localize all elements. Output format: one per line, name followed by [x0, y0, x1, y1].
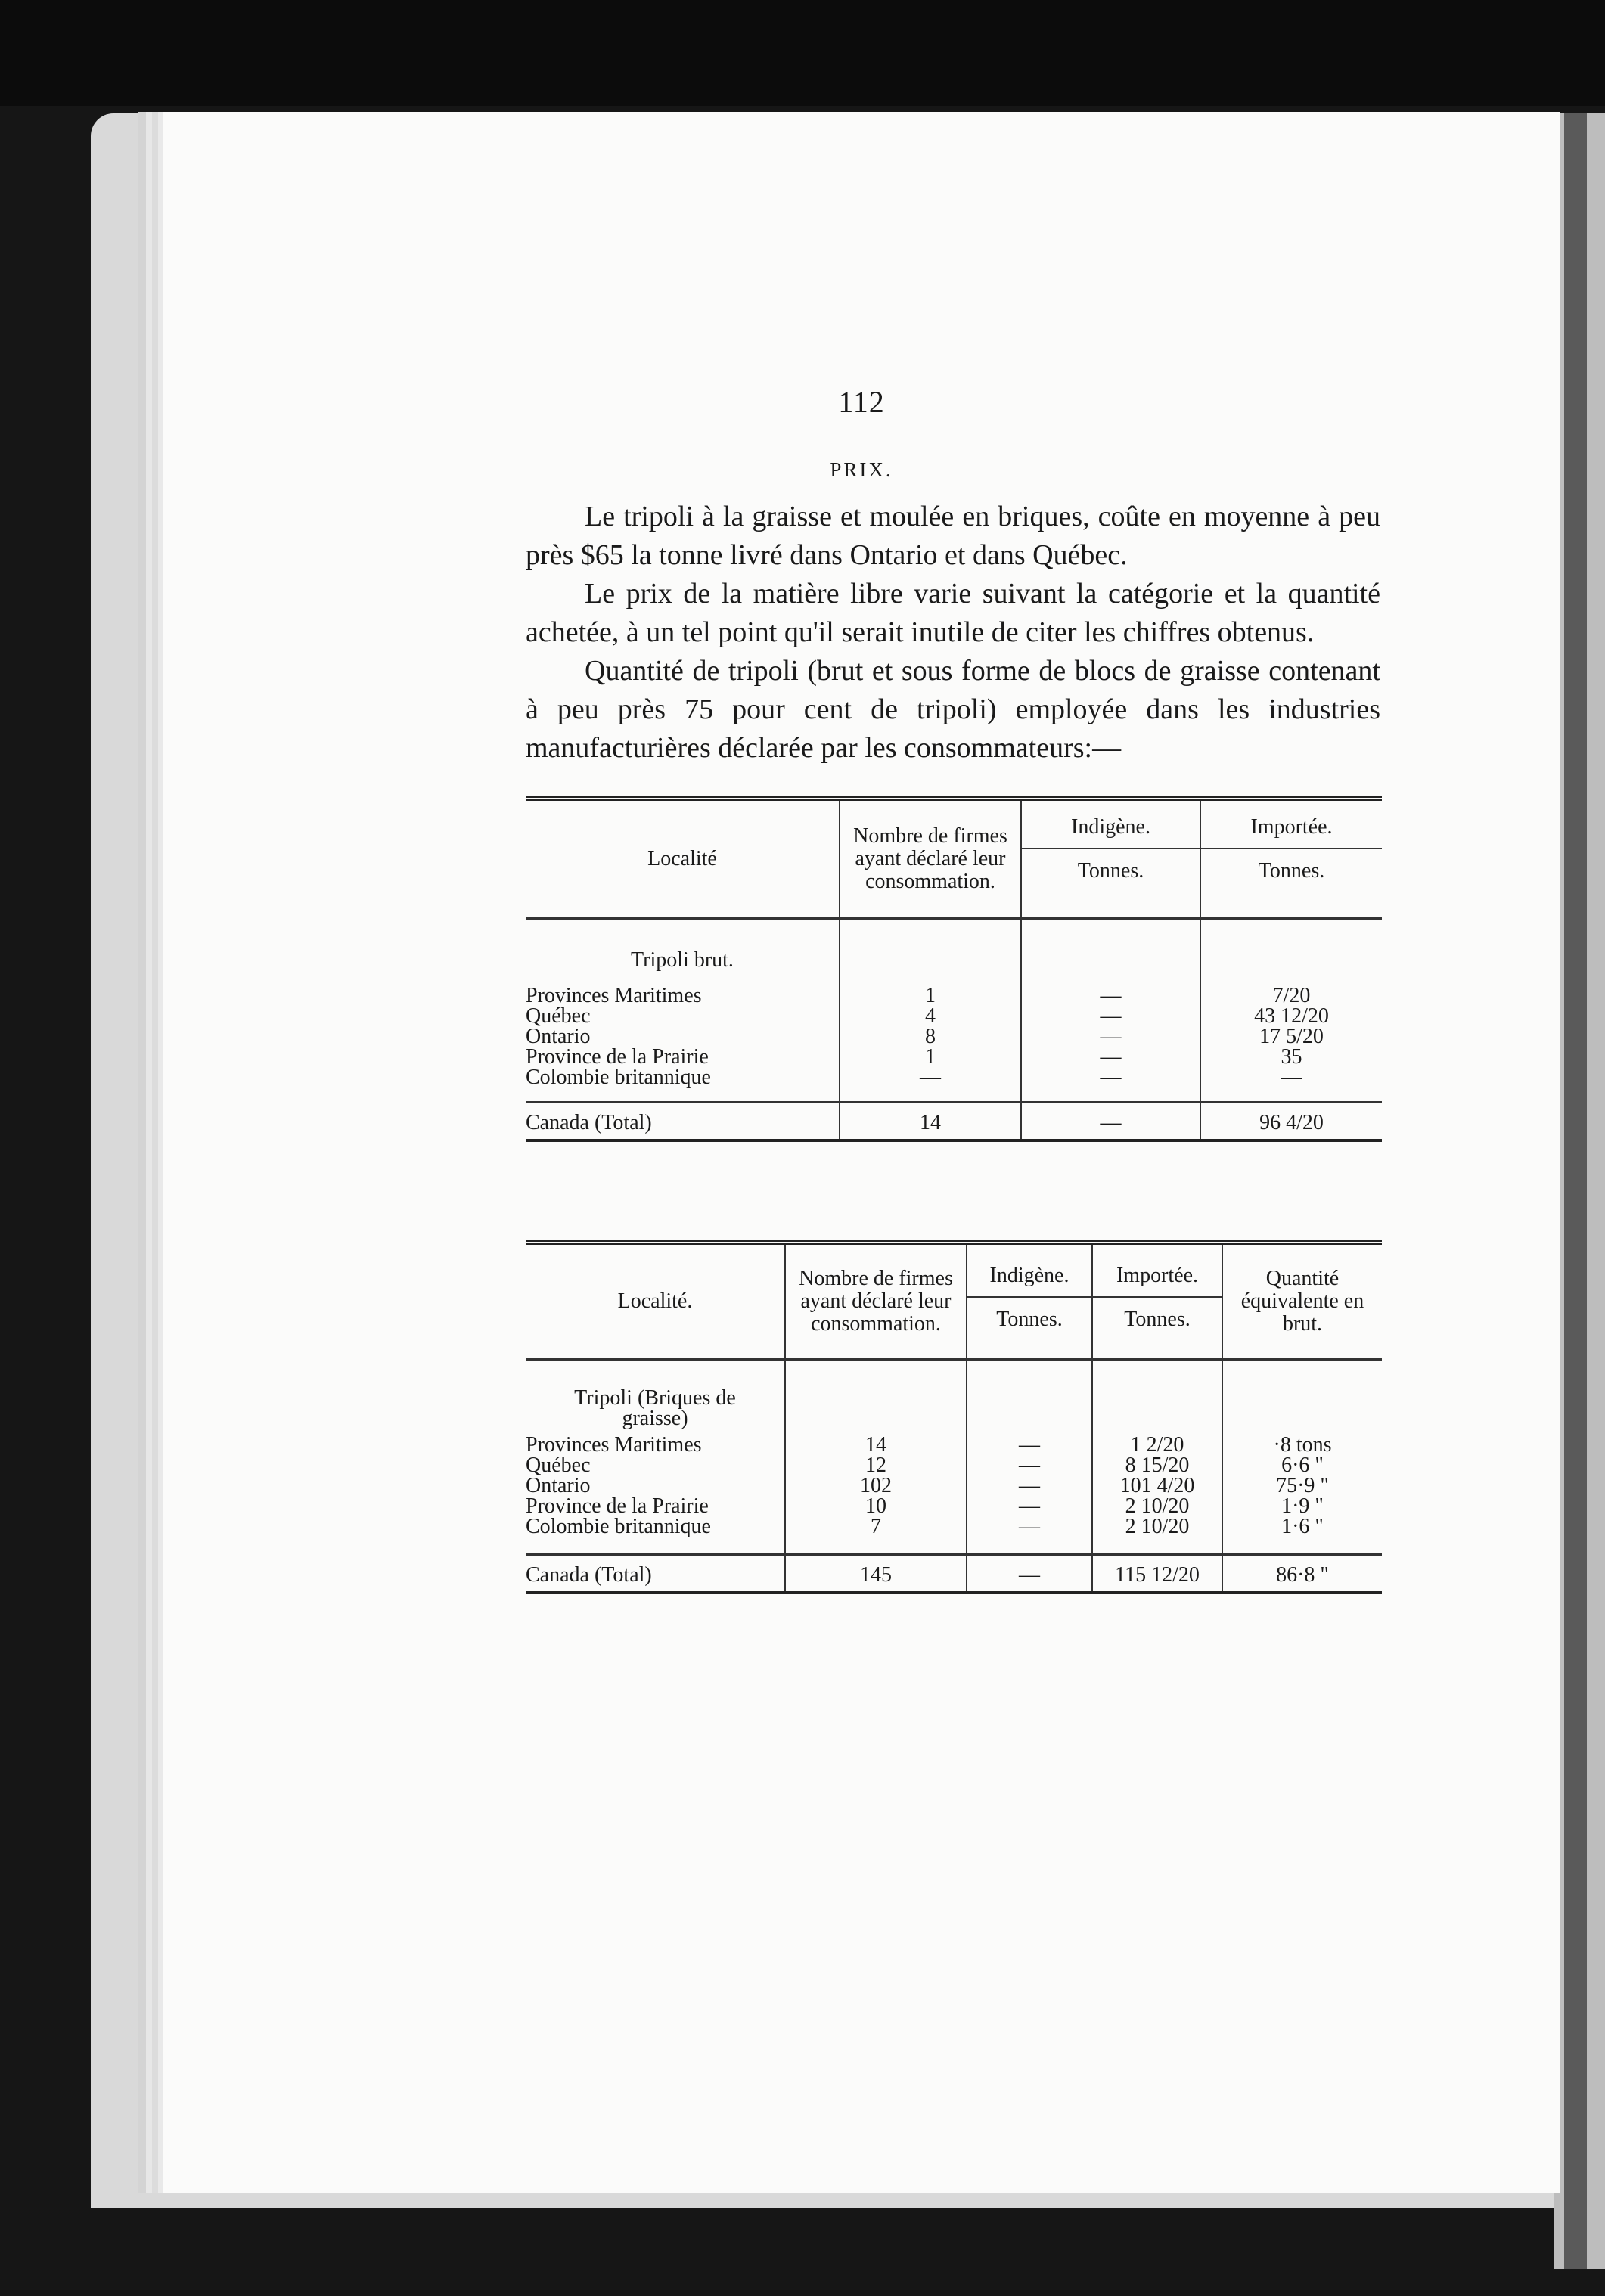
- row-localite: Québec: [526, 1006, 840, 1026]
- row-firms: 14: [785, 1435, 967, 1455]
- facing-page-shadow: [1564, 113, 1587, 2269]
- row-indigene: —: [967, 1455, 1092, 1475]
- row-localite: Province de la Prairie: [526, 1047, 840, 1067]
- header-unit-indigene: Tonnes.: [967, 1297, 1092, 1360]
- header-unit-indigene: Tonnes.: [1021, 849, 1200, 919]
- row-firms: 8: [840, 1026, 1021, 1047]
- header-unit-importee: Tonnes.: [1092, 1297, 1222, 1360]
- header-importee: Importée.: [1200, 799, 1382, 849]
- header-equivalent: Quantité équivalente en brut.: [1222, 1243, 1382, 1360]
- row-indigene: —: [1021, 1006, 1200, 1026]
- total-firms: 145: [785, 1555, 967, 1593]
- total-localite: Canada (Total): [526, 1103, 840, 1141]
- header-localite: Localité: [526, 799, 840, 919]
- row-equivalent: 1·9 ": [1281, 1494, 1324, 1518]
- row-firms: 1: [840, 1047, 1021, 1067]
- row-indigene: —: [1021, 1026, 1200, 1047]
- row-indigene: —: [967, 1475, 1092, 1496]
- row-localite: Provinces Maritimes: [526, 985, 840, 1006]
- row-localite: Colombie britannique: [526, 1516, 785, 1555]
- total-indigene: —: [1021, 1103, 1200, 1141]
- row-equivalent: 6·6 ": [1281, 1454, 1324, 1477]
- row-localite: Québec: [526, 1455, 785, 1475]
- row-indigene: —: [967, 1496, 1092, 1516]
- row-equivalent: ·8 tons: [1273, 1433, 1332, 1457]
- paragraph: Le tripoli à la graisse et moulée en briques, coûte en moyenne à peu près $65 la tonne livré dans Ontario et dans Québec.: [526, 501, 1380, 571]
- header-firms: Nombre de firmes ayant déclaré leur consommation.: [840, 799, 1021, 919]
- header-unit-importee: Tonnes.: [1200, 849, 1382, 919]
- raw-tripoli-table: [526, 796, 1382, 1142]
- row-localite: Provinces Maritimes: [526, 1435, 785, 1455]
- page-number: 112: [838, 385, 885, 419]
- row-firms: 12: [785, 1455, 967, 1475]
- row-importee: 7/20: [1272, 984, 1311, 1007]
- row-indigene: —: [1021, 985, 1200, 1006]
- header-indigene: Indigène.: [1021, 799, 1200, 849]
- row-importee: 35: [1281, 1045, 1302, 1069]
- row-localite: Province de la Prairie: [526, 1496, 785, 1516]
- group-label: Tripoli brut.: [526, 919, 840, 986]
- total-indigene: —: [967, 1555, 1092, 1593]
- row-localite: Ontario: [526, 1475, 785, 1496]
- row-firms: 10: [785, 1496, 967, 1516]
- body-text: [526, 498, 1380, 768]
- row-importee: 2 10/20: [1092, 1516, 1222, 1555]
- row-importee: 1 2/20: [1092, 1435, 1222, 1455]
- row-localite: Colombie britannique: [526, 1067, 840, 1103]
- paragraph: Le prix de la matière libre varie suivant la catégorie et la quantité achetée, à un tel point qu'il serait inutile de citer les chiffres obtenus.: [526, 578, 1380, 648]
- row-firms: —: [840, 1067, 1021, 1103]
- section-heading: PRIX.: [830, 458, 893, 481]
- book-page: [163, 112, 1560, 2193]
- row-importee: 43 12/20: [1254, 1004, 1329, 1028]
- row-equivalent: 1·6 ": [1281, 1515, 1324, 1538]
- group-label: Tripoli (Briques de graisse): [526, 1360, 785, 1435]
- total-localite: Canada (Total): [526, 1555, 785, 1593]
- header-importee: Importée.: [1092, 1243, 1222, 1297]
- row-indigene: —: [1021, 1067, 1200, 1103]
- scanner-background: [0, 0, 1605, 106]
- total-importee: 115 12/20: [1092, 1555, 1222, 1593]
- header-localite: Localité.: [526, 1243, 785, 1360]
- row-firms: 4: [840, 1006, 1021, 1026]
- row-importee: 2 10/20: [1092, 1496, 1222, 1516]
- row-equivalent: 75·9 ": [1276, 1474, 1329, 1497]
- row-importee: 17 5/20: [1259, 1025, 1324, 1048]
- row-firms: 7: [785, 1516, 967, 1555]
- header-firms: Nombre de firmes ayant déclaré leur consommation.: [785, 1243, 967, 1360]
- paragraph: Quantité de tripoli (brut et sous forme de blocs de graisse contenant à peu près 75 pour cent de tripoli) employée dans les industries manufacturières déclarée par les consommateurs:—: [526, 655, 1380, 764]
- row-localite: Ontario: [526, 1026, 840, 1047]
- row-firms: 1: [840, 985, 1021, 1006]
- row-importee: 101 4/20: [1092, 1475, 1222, 1496]
- grease-brick-tripoli-table: [526, 1240, 1382, 1594]
- row-importee: 8 15/20: [1092, 1455, 1222, 1475]
- row-firms: 102: [785, 1475, 967, 1496]
- total-firms: 14: [840, 1103, 1021, 1141]
- row-indigene: —: [1021, 1047, 1200, 1067]
- header-indigene: Indigène.: [967, 1243, 1092, 1297]
- row-indigene: —: [967, 1435, 1092, 1455]
- row-importee: —: [1281, 1066, 1302, 1089]
- row-indigene: —: [967, 1516, 1092, 1555]
- total-equivalent: 86·8 ": [1222, 1555, 1382, 1593]
- total-importee: 96 4/20: [1200, 1103, 1382, 1141]
